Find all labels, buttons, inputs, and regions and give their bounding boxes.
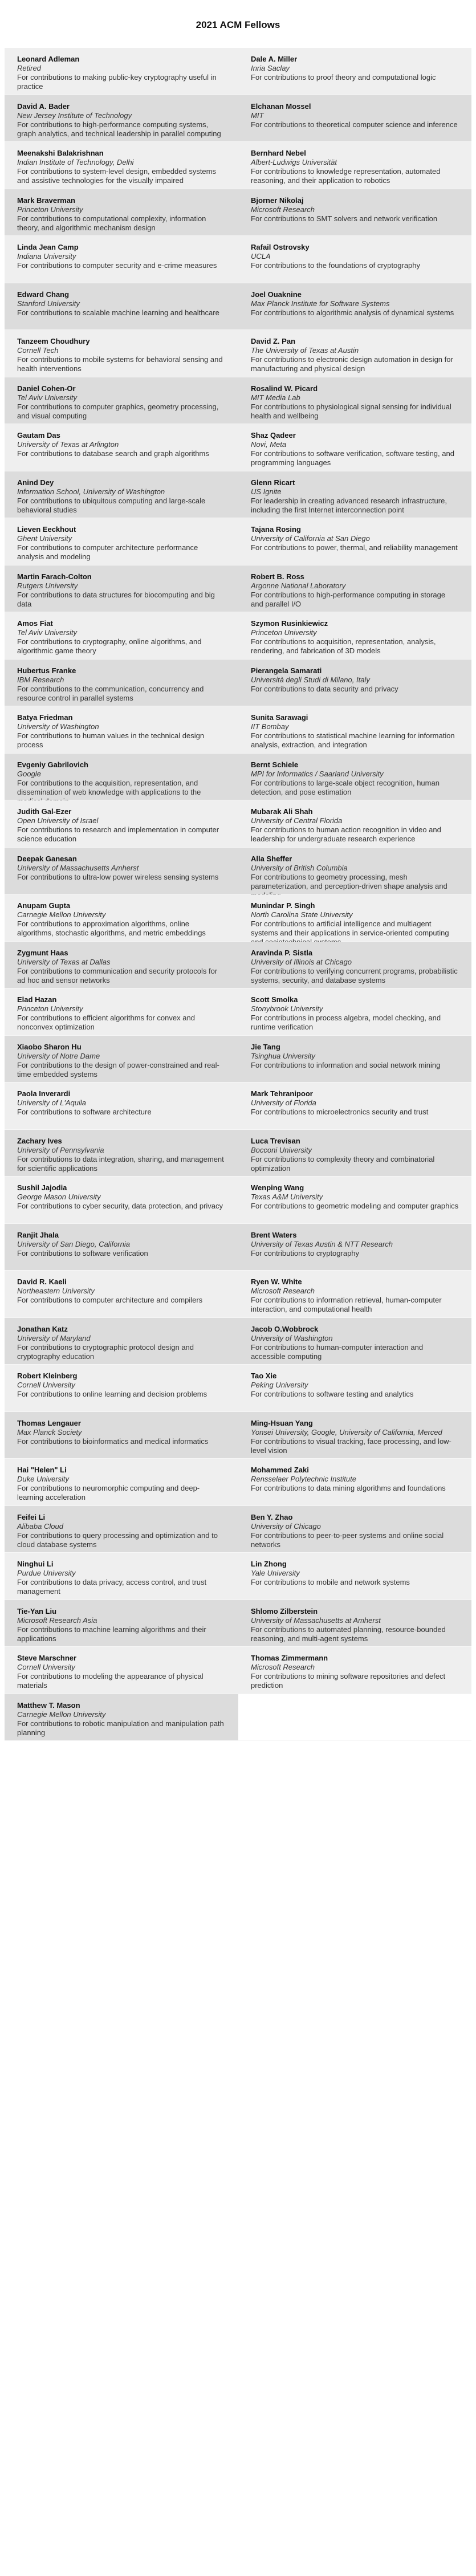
fellow-affiliation: University of Texas at Dallas bbox=[17, 957, 111, 966]
fellow-cell bbox=[5, 848, 238, 895]
fellow-affiliation: Max Planck Institute for Software Systems bbox=[251, 299, 390, 308]
fellow-affiliation: University of California at San Diego bbox=[251, 534, 370, 543]
fellow-affiliation: Bocconi University bbox=[251, 1145, 312, 1154]
fellow-affiliation: University of Illinois at Chicago bbox=[251, 957, 352, 966]
fellows-table bbox=[5, 48, 471, 1741]
fellow-cell bbox=[5, 1506, 238, 1553]
fellow-name: Batya Friedman bbox=[17, 713, 73, 722]
fellow-affiliation: North Carolina State University bbox=[251, 910, 353, 919]
fellow-affiliation: George Mason University bbox=[17, 1193, 101, 1201]
fellow-citation: For contributions to software verification bbox=[17, 1248, 148, 1258]
fellow-citation: For contributions to data security and privacy bbox=[251, 684, 398, 693]
fellow-name: Elchanan Mossel bbox=[251, 101, 311, 111]
fellow-cell bbox=[238, 1224, 471, 1271]
fellow-citation: For contributions to mobile systems for behavioral sensing and health interventions bbox=[17, 355, 223, 373]
fellow-citation: For contributions to approximation algorithms, online algorithms, stochastic algorithms, and metric embeddings bbox=[17, 919, 206, 937]
fellow-affiliation: Cornell Tech bbox=[17, 346, 59, 355]
fellow-citation: For contributions to artificial intelligence and multiagent systems and their applications in service-oriented computing bbox=[251, 919, 449, 937]
fellow-cell bbox=[5, 706, 238, 754]
fellow-name: Bernt Schiele bbox=[251, 760, 299, 769]
fellow-citation: For contributions to scalable machine learning and healthcare bbox=[17, 308, 219, 317]
fellow-cell bbox=[238, 95, 471, 143]
fellow-affiliation: Carnegie Mellon University bbox=[17, 1710, 106, 1719]
fellow-name: Wenping Wang bbox=[251, 1183, 304, 1192]
fellow-name: Anupam Gupta bbox=[17, 901, 71, 910]
fellow-affiliation: Texas A&M University bbox=[251, 1193, 323, 1201]
fellow-name: Steve Marschner bbox=[17, 1654, 77, 1662]
fellow-name: Zachary Ives bbox=[17, 1136, 62, 1145]
fellow-cell bbox=[238, 1365, 471, 1412]
fellow-cell bbox=[5, 377, 238, 425]
fellow-cell bbox=[5, 518, 238, 565]
fellow-name: David A. Bader bbox=[17, 101, 70, 111]
fellow-citation: For contributions to communication and security protocols for ad hoc and sensor networks bbox=[17, 966, 218, 984]
fellow-citation: For contributions to mining software repositories and defect prediction bbox=[251, 1672, 446, 1690]
fellow-name: Judith Gal-Ezer bbox=[17, 807, 72, 816]
fellow-cell bbox=[5, 1412, 238, 1459]
fellow-cell bbox=[5, 471, 238, 519]
fellow-citation: For contributions to data integration, sharing, and management for scientific applications bbox=[17, 1154, 224, 1173]
fellow-citation: For contributions to human action recognition in video and leadership for undergraduate research experience bbox=[251, 825, 441, 843]
fellow-affiliation: Open University of Israel bbox=[17, 816, 99, 825]
fellow-name: Paola Inverardi bbox=[17, 1089, 71, 1098]
fellow-name: Mubarak Ali Shah bbox=[251, 807, 313, 816]
fellow-citation: For contributions to online learning and decision problems bbox=[17, 1390, 208, 1398]
fellow-citation: For contributions to knowledge representation, automated reasoning, and their application to robotics bbox=[251, 167, 441, 185]
fellow-name: Hubertus Franke bbox=[17, 666, 76, 675]
fellow-cell bbox=[5, 800, 238, 848]
fellow-citation: For contributions to database search and graph algorithms bbox=[17, 449, 209, 458]
fellow-name: Matthew T. Mason bbox=[17, 1700, 80, 1710]
fellow-affiliation: University of Washington bbox=[251, 1333, 333, 1342]
fellow-affiliation: Google bbox=[17, 769, 41, 778]
fellow-citation: For contributions to software verification, software testing, and programming languages bbox=[251, 449, 454, 467]
fellow-affiliation: Tsinghua University bbox=[251, 1051, 315, 1060]
fellow-cell bbox=[5, 236, 238, 283]
fellow-name: Meenakshi Balakrishnan bbox=[17, 149, 104, 157]
fellow-citation: For contributions to theoretical computer science and inference bbox=[251, 120, 458, 129]
fellow-name: Shaz Qadeer bbox=[251, 431, 296, 439]
fellow-affiliation: Stanford University bbox=[17, 299, 80, 308]
fellow-name: Ryen W. White bbox=[251, 1277, 302, 1286]
fellow-citation: For contributions to efficient algorithms for convex and nonconvex optimization bbox=[17, 1014, 195, 1031]
fellow-citation: For contributions to statistical machine learning for information analysis, extraction, and integration bbox=[251, 731, 455, 749]
fellow-affiliation: Microsoft Research bbox=[251, 205, 315, 214]
fellow-cell bbox=[238, 1177, 471, 1224]
fellow-citation: For contributions to cryptographic protocol design and cryptography education bbox=[17, 1342, 194, 1361]
fellow-cell bbox=[5, 1083, 238, 1130]
fellow-name: Linda Jean Camp bbox=[17, 243, 79, 251]
fellow-citation: For contributions to cyber security, data protection, and privacy bbox=[17, 1202, 223, 1210]
fellow-affiliation: Information School, University of Washington bbox=[17, 487, 165, 496]
fellow-affiliation: US Ignite bbox=[251, 487, 282, 496]
fellow-name: Amos Fiat bbox=[17, 619, 53, 628]
fellow-citation: For contributions to robotic manipulation and manipulation path planning bbox=[17, 1719, 224, 1737]
fellow-affiliation: Rensselaer Polytechnic Institute bbox=[251, 1475, 356, 1483]
page-title: 2021 ACM Fellows bbox=[196, 19, 280, 30]
fellow-cell bbox=[238, 800, 471, 848]
fellow-citation: For contributions to proof theory and computational logic bbox=[251, 73, 436, 82]
fellow-name: Tao Xie bbox=[251, 1372, 277, 1380]
fellow-name: Rosalind W. Picard bbox=[251, 384, 318, 393]
fellow-affiliation: Argonne National Laboratory bbox=[251, 581, 346, 590]
fellow-affiliation: Cornell University bbox=[17, 1381, 75, 1389]
fellow-citation: For leadership in creating advanced research infrastructure, including the first Internet interconnection point bbox=[251, 496, 447, 514]
fellow-affiliation: Rutgers University bbox=[17, 581, 78, 590]
fellow-name: Dale A. Miller bbox=[251, 55, 298, 63]
fellow-citation: For contributions to ultra-low power wireless sensing systems bbox=[17, 872, 219, 881]
fellow-cell bbox=[5, 1036, 238, 1083]
fellow-affiliation: Indiana University bbox=[17, 252, 76, 261]
fellow-citation: For contributions to software architecture bbox=[17, 1108, 152, 1116]
fellow-cell bbox=[238, 377, 471, 425]
fellow-name: Robert Kleinberg bbox=[17, 1372, 78, 1380]
fellow-affiliation: University of Central Florida bbox=[251, 816, 343, 825]
fellow-affiliation: Princeton University bbox=[251, 628, 317, 637]
fellow-citation: For contributions to the communication, concurrency and resource control in parallel systems bbox=[17, 684, 204, 702]
fellow-name: Pierangela Samarati bbox=[251, 666, 322, 675]
fellow-affiliation: Stonybrook University bbox=[251, 1004, 323, 1013]
fellow-cell bbox=[5, 95, 238, 143]
fellow-citation: For contributions to system-level design, embedded systems and assistive technologies for the visually impaired bbox=[17, 167, 216, 185]
empty-cell bbox=[238, 1694, 471, 1741]
fellow-affiliation: University of Florida bbox=[251, 1098, 316, 1107]
fellow-cell bbox=[5, 612, 238, 660]
fellow-citation: For contributions to visual tracking, face processing, and low-level vision bbox=[251, 1436, 451, 1455]
fellow-citation: For contributions to large-scale object recognition, human detection, and pose estimation bbox=[251, 778, 440, 796]
fellow-name: David Z. Pan bbox=[251, 337, 296, 345]
fellow-name: Daniel Cohen-Or bbox=[17, 384, 76, 393]
fellow-affiliation: MIT bbox=[251, 111, 264, 120]
fellow-affiliation: Cornell University bbox=[17, 1663, 75, 1671]
fellow-name: Scott Smolka bbox=[251, 995, 298, 1004]
fellow-affiliation: University of Massachusetts Amherst bbox=[17, 863, 139, 872]
fellow-cell bbox=[238, 1412, 471, 1459]
fellow-citation: For contributions to geometry processing, mesh parameterization, and perception-driven shape analysis and bbox=[251, 872, 447, 890]
fellow-citation: For contributions to bioinformatics and medical informatics bbox=[17, 1436, 209, 1446]
fellow-affiliation: Novi, Meta bbox=[251, 440, 287, 449]
fellow-affiliation: Indian Institute of Technology, Delhi bbox=[17, 158, 134, 166]
fellow-affiliation: Alibaba Cloud bbox=[17, 1521, 63, 1531]
fellow-cell bbox=[238, 1553, 471, 1600]
fellow-cell bbox=[5, 754, 238, 801]
fellow-name: Tanzeem Choudhury bbox=[17, 337, 90, 345]
fellow-cell bbox=[238, 942, 471, 989]
fellow-name: Gautam Das bbox=[17, 431, 60, 439]
fellow-cell bbox=[238, 471, 471, 519]
fellow-cell bbox=[5, 565, 238, 613]
fellow-affiliation: Princeton University bbox=[17, 205, 83, 214]
fellow-citation: For contributions to computer architecture performance analysis and modeling bbox=[17, 543, 198, 561]
fellow-citation: For contributions to high-performance computing in storage and parallel I/O bbox=[251, 590, 446, 608]
fellow-cell bbox=[238, 754, 471, 801]
fellow-affiliation: New Jersey Institute of Technology bbox=[17, 111, 132, 120]
fellow-citation: For contributions to algorithmic analysis of dynamical systems bbox=[251, 308, 454, 317]
fellow-citation: For contributions to research and implementation in computer science education bbox=[17, 825, 219, 843]
fellow-citation: For contributions to the design of power-constrained and real-time embedded systems bbox=[17, 1060, 219, 1079]
fellow-name: Jacob O.Wobbrock bbox=[251, 1324, 319, 1333]
fellow-name: Jonathan Katz bbox=[17, 1324, 68, 1333]
fellow-name: Elad Hazan bbox=[17, 995, 57, 1004]
fellow-name: Ming-Hsuan Yang bbox=[251, 1418, 313, 1427]
fellow-name: Szymon Rusinkiewicz bbox=[251, 619, 328, 628]
fellow-affiliation: University of Massachusetts at Amherst bbox=[251, 1615, 381, 1625]
fellow-citation: For contributions to high-performance computing systems, graph analytics, and technical leadership in parallel computing bbox=[17, 120, 221, 138]
fellow-name: David R. Kaeli bbox=[17, 1277, 67, 1286]
fellow-citation: For contributions to software testing and analytics bbox=[251, 1390, 414, 1398]
fellow-citation: For contributions to microelectronics security and trust bbox=[251, 1108, 429, 1116]
fellow-cell bbox=[238, 565, 471, 613]
fellow-cell bbox=[238, 1083, 471, 1130]
fellow-cell bbox=[238, 1036, 471, 1083]
fellow-affiliation: Yale University bbox=[251, 1569, 300, 1577]
fellow-citation: For contributions to physiological signal sensing for individual health and wellbeing bbox=[251, 402, 451, 420]
fellow-affiliation: Yonsei University, Google, University of California, Merced bbox=[251, 1427, 442, 1436]
fellow-affiliation: University of British Columbia bbox=[251, 863, 348, 872]
fellow-affiliation: Northeastern University bbox=[17, 1287, 95, 1295]
fellow-affiliation: UCLA bbox=[251, 252, 271, 261]
fellow-citation: For contributions to computer graphics, geometry processing, and visual computing bbox=[17, 402, 219, 420]
fellow-name: Thomas Zimmermann bbox=[251, 1654, 328, 1662]
fellow-cell bbox=[238, 189, 471, 237]
fellow-cell bbox=[5, 1553, 238, 1600]
fellow-cell bbox=[238, 424, 471, 471]
fellow-name: Tie-Yan Liu bbox=[17, 1606, 57, 1615]
fellow-citation: For contributions to neuromorphic computing and deep-learning acceleration bbox=[17, 1484, 200, 1501]
fellow-citation: For contributions to ubiquitous computing and large-scale behavioral studies bbox=[17, 496, 206, 514]
fellow-cell bbox=[5, 1177, 238, 1224]
fellow-affiliation: Università degli Studi di Milano, Italy bbox=[251, 675, 370, 684]
fellow-affiliation: University of San Diego, California bbox=[17, 1239, 130, 1248]
fellow-cell bbox=[5, 1224, 238, 1271]
fellow-affiliation: Tel Aviv University bbox=[17, 628, 77, 637]
fellow-name: Rafail Ostrovsky bbox=[251, 243, 310, 251]
fellow-affiliation: Max Planck Society bbox=[17, 1427, 82, 1436]
fellow-cell bbox=[238, 1130, 471, 1177]
fellow-affiliation: University of L'Aquila bbox=[17, 1098, 86, 1107]
fellow-affiliation: University of Texas Austin & NTT Research bbox=[251, 1239, 393, 1248]
fellow-affiliation: University of Pennsylvania bbox=[17, 1145, 104, 1154]
fellow-name: Glenn Ricart bbox=[251, 478, 295, 487]
fellow-affiliation: Microsoft Research bbox=[251, 1663, 315, 1671]
fellow-name: Ben Y. Zhao bbox=[251, 1512, 293, 1521]
fellow-cell bbox=[238, 1318, 471, 1365]
fellow-citation: For contributions to information and social network mining bbox=[251, 1060, 441, 1069]
fellow-name: Lieven Eeckhout bbox=[17, 525, 76, 534]
fellow-cell bbox=[5, 1365, 238, 1412]
fellow-affiliation: University of Washington bbox=[17, 722, 99, 731]
fellow-name: Xiaobo Sharon Hu bbox=[17, 1042, 82, 1051]
fellow-citation: For contributions to cryptography bbox=[251, 1248, 360, 1258]
fellow-cell bbox=[5, 660, 238, 707]
fellow-affiliation: Princeton University bbox=[17, 1004, 83, 1013]
fellow-citation: For contributions to peer-to-peer systems and online social networks bbox=[251, 1531, 444, 1549]
fellow-citation: For contributions to data structures for biocomputing and big data bbox=[17, 590, 215, 608]
fellow-name: Anind Dey bbox=[17, 478, 54, 487]
fellow-citation: For contributions to automated planning, resource-bounded reasoning, and multi-agent systems bbox=[251, 1625, 446, 1643]
fellow-citation: For contributions to data mining algorithms and foundations bbox=[251, 1484, 446, 1492]
fellow-citation: For contributions to human values in the technical design process bbox=[17, 731, 205, 749]
fellow-name: Martin Farach-Colton bbox=[17, 572, 92, 581]
fellow-name: Edward Chang bbox=[17, 290, 70, 299]
fellow-affiliation: University of Maryland bbox=[17, 1333, 91, 1342]
fellow-citation: For contributions to the foundations of cryptography bbox=[251, 261, 421, 270]
fellow-name: Deepak Ganesan bbox=[17, 854, 77, 863]
fellow-citation: For contributions to modeling the appearance of physical materials bbox=[17, 1672, 204, 1690]
fellow-cell bbox=[5, 330, 238, 377]
fellow-citation: For contributions to electronic design automation in design for manufacturing and physical design bbox=[251, 355, 453, 373]
fellow-name: Brent Waters bbox=[251, 1230, 297, 1239]
fellow-name: Shlomo Zilberstein bbox=[251, 1606, 318, 1615]
fellow-name: Hai "Helen" Li bbox=[17, 1466, 67, 1474]
fellow-citation: For contributions to cryptography, online algorithms, and algorithmic game theory bbox=[17, 637, 202, 655]
fellow-name: Robert B. Ross bbox=[251, 572, 304, 581]
fellow-affiliation: Microsoft Research Asia bbox=[17, 1615, 97, 1625]
fellow-cell bbox=[5, 1130, 238, 1177]
fellow-name: Sunita Sarawagi bbox=[251, 713, 308, 722]
fellow-affiliation: Tel Aviv University bbox=[17, 393, 77, 402]
fellow-citation: For contributions to computer security and e-crime measures bbox=[17, 261, 217, 270]
fellow-name: Ranjit Jhala bbox=[17, 1230, 59, 1239]
fellow-cell bbox=[238, 518, 471, 565]
fellow-affiliation: Ghent University bbox=[17, 534, 72, 543]
fellow-name: Jie Tang bbox=[251, 1042, 280, 1051]
fellow-cell bbox=[238, 283, 471, 331]
fellow-cell bbox=[5, 1600, 238, 1647]
fellow-cell bbox=[5, 1318, 238, 1365]
fellow-affiliation: Purdue University bbox=[17, 1569, 76, 1577]
fellow-name: Aravinda P. Sistla bbox=[251, 948, 313, 957]
fellow-affiliation: Albert-Ludwigs Universität bbox=[251, 158, 337, 166]
fellow-citation: For contributions to human-computer interaction and accessible computing bbox=[251, 1342, 424, 1361]
fellow-name: Zygmunt Haas bbox=[17, 948, 68, 957]
fellow-name: Sushil Jajodia bbox=[17, 1183, 67, 1192]
fellow-affiliation: IIT Bombay bbox=[251, 722, 289, 731]
fellow-cell bbox=[5, 189, 238, 237]
fellow-cell bbox=[238, 660, 471, 707]
fellow-name: Bjorner Nikolaj bbox=[251, 196, 304, 205]
fellow-citation: For contributions to complexity theory and combinatorial optimization bbox=[251, 1154, 435, 1173]
fellow-affiliation: IBM Research bbox=[17, 675, 64, 684]
fellow-cell bbox=[238, 1647, 471, 1694]
fellow-citation: For contributions to mobile and network systems bbox=[251, 1578, 410, 1586]
fellow-cell bbox=[5, 894, 238, 942]
fellow-affiliation: University of Chicago bbox=[251, 1521, 321, 1531]
fellow-affiliation: Duke University bbox=[17, 1475, 70, 1483]
fellow-cell bbox=[238, 1459, 471, 1506]
fellow-name: Bernhard Nebel bbox=[251, 149, 306, 157]
fellow-cell bbox=[238, 236, 471, 283]
fellow-name: Mark Braverman bbox=[17, 196, 75, 205]
fellow-citation: For contributions in process algebra, model checking, and runtime verification bbox=[251, 1014, 441, 1031]
fellow-cell bbox=[5, 988, 238, 1036]
fellow-cell bbox=[238, 848, 471, 895]
fellow-name: Joel Ouaknine bbox=[251, 290, 302, 299]
fellow-name: Alla Sheffer bbox=[251, 854, 292, 863]
fellow-citation: For contributions to making public-key cryptography useful in practice bbox=[17, 73, 217, 91]
fellow-affiliation: The University of Texas at Austin bbox=[251, 346, 359, 355]
fellow-affiliation: Carnegie Mellon University bbox=[17, 910, 106, 919]
fellow-name: Mohammed Zaki bbox=[251, 1466, 309, 1474]
fellow-citation: For contributions to acquisition, representation, analysis, rendering, and fabrication of 3D models bbox=[251, 637, 436, 655]
fellow-cell bbox=[5, 1694, 238, 1741]
fellow-affiliation: MIT Media Lab bbox=[251, 393, 300, 402]
fellow-name: Ninghui Li bbox=[17, 1560, 54, 1568]
fellow-cell bbox=[5, 1647, 238, 1694]
fellow-cell bbox=[238, 48, 471, 95]
fellow-affiliation: Retired bbox=[17, 64, 41, 72]
fellow-cell bbox=[238, 894, 471, 942]
fellow-cell bbox=[238, 142, 471, 189]
fellow-cell bbox=[238, 1600, 471, 1647]
fellow-name: Evgeniy Gabrilovich bbox=[17, 760, 88, 769]
fellow-cell bbox=[238, 612, 471, 660]
fellow-cell bbox=[5, 942, 238, 989]
fellow-name: Thomas Lengauer bbox=[17, 1418, 81, 1427]
fellow-citation: For contributions to information retrieval, human-computer interaction, and computational health bbox=[251, 1296, 442, 1313]
fellow-name: Leonard Adleman bbox=[17, 55, 80, 63]
fellow-cell bbox=[238, 1506, 471, 1553]
fellow-citation: For contributions to SMT solvers and network verification bbox=[251, 214, 438, 223]
fellow-citation: For contributions to computer architecture and compilers bbox=[17, 1296, 203, 1304]
fellow-citation: For contributions to computational complexity, information theory, and algorithmic mechanism design bbox=[17, 214, 206, 232]
fellow-name: Mark Tehranipoor bbox=[251, 1089, 313, 1098]
fellow-cell bbox=[238, 1271, 471, 1318]
fellow-cell bbox=[5, 283, 238, 331]
fellow-affiliation: Peking University bbox=[251, 1381, 308, 1389]
fellow-name: Munindar P. Singh bbox=[251, 901, 315, 910]
fellow-cell bbox=[5, 1459, 238, 1506]
fellow-citation: For contributions to query processing and optimization and to cloud database systems bbox=[17, 1531, 218, 1549]
fellow-name: Lin Zhong bbox=[251, 1560, 287, 1568]
fellow-citation: For contributions to the acquisition, representation, and dissemination of web knowledge with applications to the bbox=[17, 778, 201, 796]
fellow-affiliation: University of Texas at Arlington bbox=[17, 440, 119, 449]
fellow-cell bbox=[5, 1271, 238, 1318]
fellow-citation: For contributions to machine learning algorithms and their applications bbox=[17, 1625, 206, 1643]
fellow-affiliation: Microsoft Research bbox=[251, 1287, 315, 1295]
fellow-citation: For contributions to geometric modeling and computer graphics bbox=[251, 1202, 459, 1210]
fellow-affiliation: Inria Saclay bbox=[251, 64, 290, 72]
fellow-cell bbox=[238, 988, 471, 1036]
fellow-name: Feifei Li bbox=[17, 1512, 46, 1521]
fellow-citation: For contributions to data privacy, access control, and trust management bbox=[17, 1578, 207, 1596]
fellow-cell bbox=[238, 330, 471, 377]
fellow-cell bbox=[5, 48, 238, 95]
fellow-citation: For contributions to power, thermal, and reliability management bbox=[251, 543, 458, 552]
fellow-cell bbox=[5, 142, 238, 189]
fellow-citation: For contributions to verifying concurrent programs, probabilistic systems, security, and database systems bbox=[251, 966, 458, 984]
fellow-cell bbox=[238, 706, 471, 754]
fellow-cell bbox=[5, 424, 238, 471]
fellow-name: Luca Trevisan bbox=[251, 1136, 300, 1145]
fellow-affiliation: MPI for Informatics / Saarland University bbox=[251, 769, 384, 778]
fellow-name: Tajana Rosing bbox=[251, 525, 301, 534]
fellow-affiliation: University of Notre Dame bbox=[17, 1051, 100, 1060]
